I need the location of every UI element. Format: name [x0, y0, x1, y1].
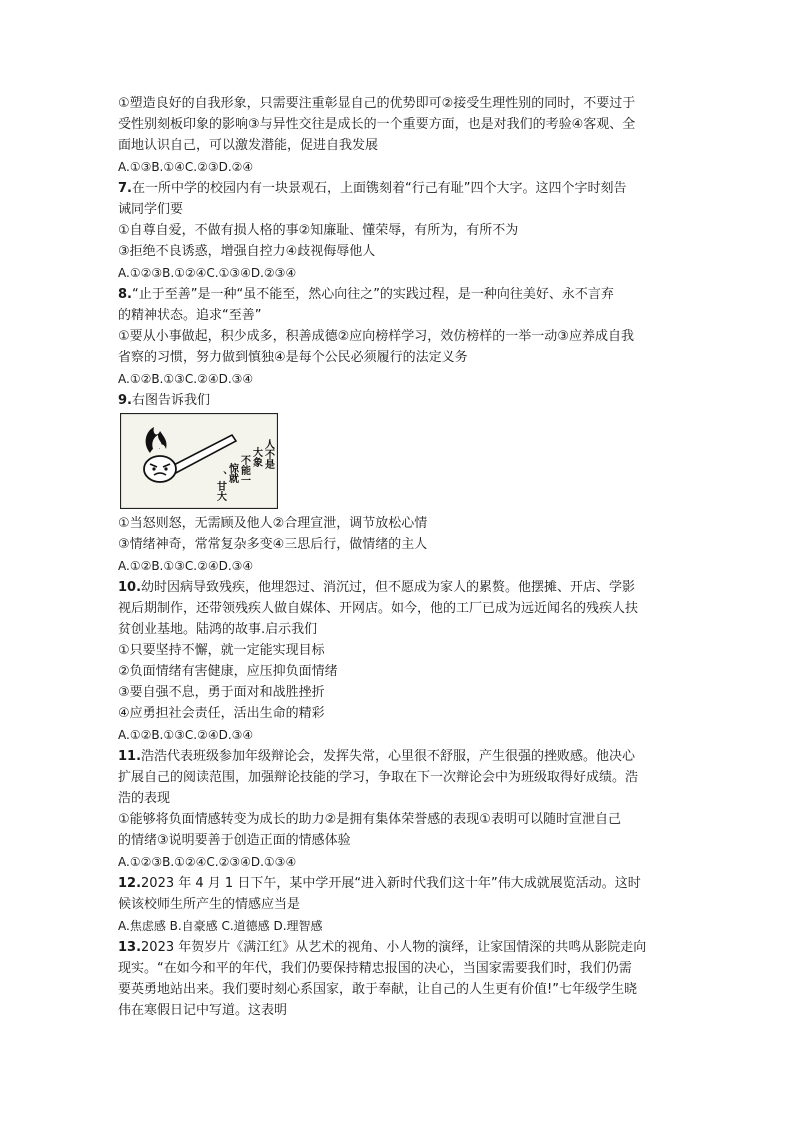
- statement-line: ③要自强不息，勇于面对和战胜挫折: [118, 685, 325, 700]
- question-number: 9.: [118, 393, 132, 408]
- statement-line: 省察的习惯，努力做到慎独④是每个公民必须履行的法定义务: [118, 350, 468, 365]
- text-line: 视后期制作，还带领残疾人做自媒体、开网店。如今，他的工厂已成为远近闻名的残疾人扶: [118, 601, 639, 616]
- text-line: ①塑造良好的自我形象，只需要注重彰显自己的优势即可②接受生理性别的同时，不要过于: [118, 96, 636, 111]
- cartoon-text-col1: 人不是: [262, 439, 274, 469]
- statement-line: ①自尊自爱，不做有损人格的事②知廉耻、懂荣辱，有所为，有所不为: [118, 223, 519, 238]
- answer-options: A.焦虑感 B.自豪感 C.道德感 D.理智感: [118, 919, 323, 933]
- question-12: [118, 873, 678, 937]
- question-8: [118, 284, 678, 390]
- question-number: 11.: [118, 749, 142, 764]
- question-stem: 2023 年 4 月 1 日下午，某中学开展“进入新时代我们这十年”伟大成就展览活动。这时: [141, 876, 641, 891]
- question-number: 7.: [118, 181, 132, 196]
- question-6: [118, 93, 678, 178]
- text-line: 要英勇地站出来。我们要时刻心系国家，敢于奉献，让自己的人生更有价值!”七年级学生晓: [118, 982, 637, 997]
- statement-line: ①当怒则怒，无需顾及他人②合理宣泄，调节放松心情: [118, 516, 428, 531]
- statement-line: ④应勇担社会责任，活出生命的精彩: [118, 706, 325, 721]
- cartoon-image: [120, 413, 278, 509]
- text-line: 面地认识自己，可以激发潜能，促进自我发展: [118, 138, 379, 153]
- exam-page: [118, 93, 678, 1021]
- question-9: [118, 390, 678, 577]
- cartoon-text-col2: 大象: [250, 447, 262, 467]
- cartoon-text-col4: 惊就: [226, 463, 238, 483]
- question-10: [118, 577, 678, 746]
- text-line: 受性别刻板印象的影响③与异性交往是成长的一个重要方面，也是对我们的考验④客观、全: [118, 117, 636, 132]
- text-line: 贫创业基地。陆鸿的故事.启示我们: [118, 622, 318, 637]
- question-stem: 幼时因病导致残疾，他埋怨过、消沉过，但不愿成为家人的累赘。他摆摊、开店、学影: [141, 580, 636, 595]
- question-number: 10.: [118, 580, 142, 595]
- statement-line: ①能够将负面情感转变为成长的助力②是拥有集体荣誉感的表现①表明可以随时宣泄自己: [118, 812, 621, 827]
- question-7: [118, 178, 678, 284]
- answer-options: A.①③B.①④C.②③D.②④: [118, 160, 254, 174]
- statement-line: ①只要坚持不懈，就一定能实现目标: [118, 643, 325, 658]
- statement-line: ①要从小事做起，积少成多，积善成德②应向榜样学习，效仿榜样的一举一动③应养成自我: [118, 329, 634, 344]
- statement-line: ②负面情绪有害健康，应压抑负面情绪: [118, 664, 338, 679]
- question-11: [118, 746, 678, 873]
- text-line: 诫同学们要: [118, 202, 184, 217]
- question-number: 13.: [118, 940, 142, 955]
- cartoon-text-col5: 、甘大: [214, 471, 226, 501]
- answer-options: A.①②③B.①②④C.②③④D.①③④: [118, 855, 297, 869]
- question-stem: 浩浩代表班级参加年级辩论会，发挥失常，心里很不舒服，产生很强的挫败感。他决心: [141, 749, 636, 764]
- match-head-face: [144, 456, 176, 482]
- text-line: 伟在寒假日记中写道。这表明: [118, 1003, 288, 1018]
- question-stem: “止于至善”是一种“虽不能至，然心向往之”的实践过程，是一种向往美好、永不言弃: [131, 287, 614, 302]
- answer-options: A.①②B.①③C.②④D.③④: [118, 728, 254, 742]
- answer-options: A.①②B.①③C.②④D.③④: [118, 372, 254, 386]
- cartoon-text-col3: 不能一: [238, 455, 250, 485]
- statement-line: ③拒绝不良诱惑，增强自控力④歧视侮辱他人: [118, 244, 376, 259]
- question-stem: 2023 年贺岁片《满江红》从艺术的视角、小人物的演绎，让家国情深的共鸣从影院走向: [141, 940, 647, 955]
- question-stem: 在一所中学的校园内有一块景观石，上面镌刻着“行己有耻”四个大字。这四个字时刻告: [131, 181, 627, 196]
- question-number: 12.: [118, 876, 142, 891]
- answer-options: A.①②B.①③C.②④D.③④: [118, 559, 254, 573]
- question-number: 8.: [118, 287, 132, 302]
- text-line: 扩展自己的阅读范围，加强辩论技能的学习，争取在下一次辩论会中为班级取得好成绩。浩: [118, 770, 639, 785]
- question-13: [118, 937, 678, 1021]
- question-stem: 右图告诉我们: [131, 393, 210, 408]
- answer-options: A.①②③B.①②④C.①③④D.②③④: [118, 266, 297, 280]
- text-line: 候该校师生所产生的情感应当是: [118, 897, 301, 912]
- statement-line: ③情绪神奇，常常复杂多变④三思后行，做情绪的主人: [118, 537, 428, 552]
- text-line: 浩的表现: [118, 791, 171, 806]
- text-line: 现实。“在如今和平的年代，我们仍要保持精忠报国的决心，当国家需要我们时，我们仍需: [118, 961, 632, 976]
- text-line: 的精神状态。追求“至善”: [118, 308, 262, 323]
- statement-line: 的情绪③说明要善于创造正面的情感体验: [118, 833, 351, 848]
